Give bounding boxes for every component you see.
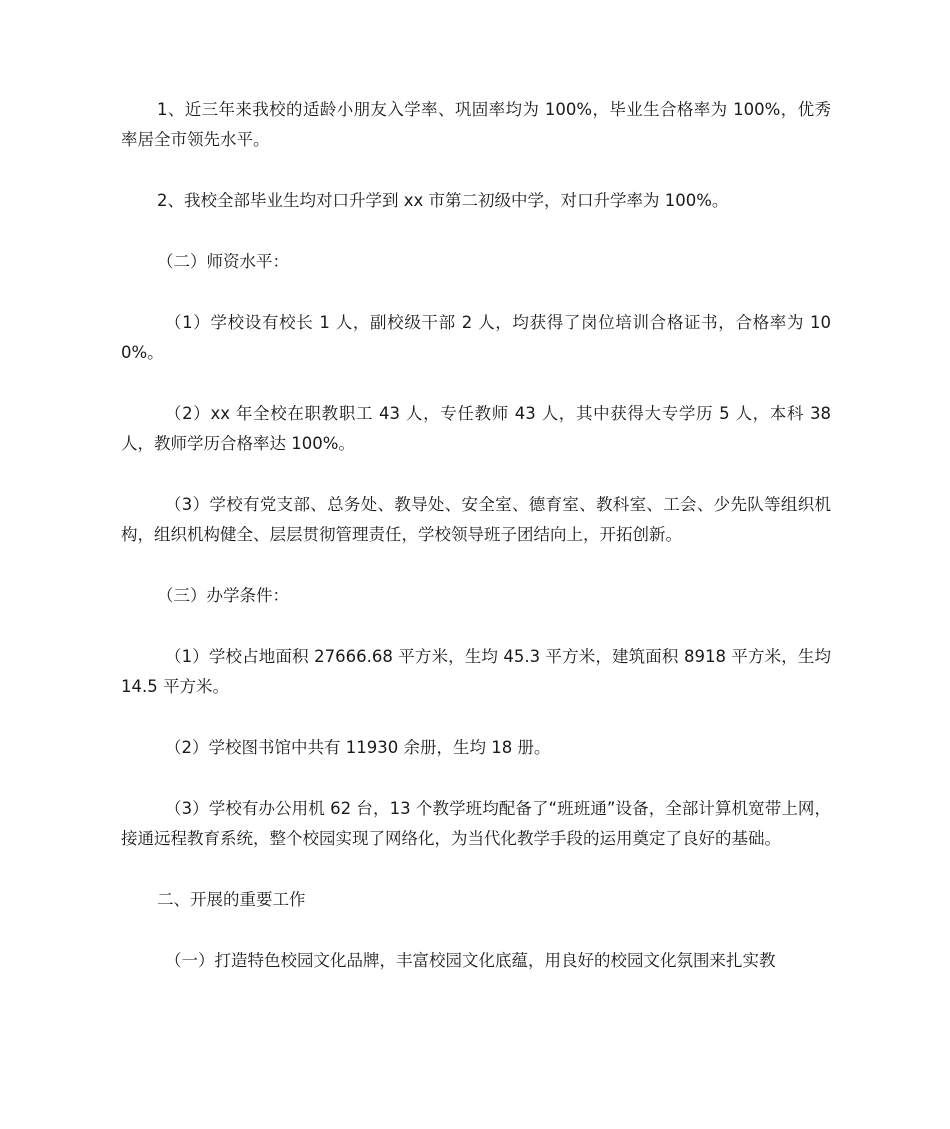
paragraph-library: （2）学校图书馆中共有 11930 余册，生均 18 册。 bbox=[165, 738, 551, 757]
section-heading-main-work: 二、开展的重要工作 bbox=[157, 890, 306, 909]
paragraph-organization: （3）学校有党支部、总务处、教导处、安全室、德育室、教科室、工会、少先队等组织机构，组织机构健全、层层贯彻管理责任，学校领导班子团结向上，开拓创新。 bbox=[121, 495, 831, 544]
document-page bbox=[121, 95, 831, 1007]
paragraph-enrollment-rate: 1、近三年来我校的适龄小朋友入学率、巩固率均为 100%，毕业生合格率为 100%，优秀率居全市领先水平。 bbox=[121, 100, 831, 149]
paragraph-campus-area: （1）学校占地面积 27666.68 平方米，生均 45.3 平方米，建筑面积 8918 平方米，生均 14.5 平方米。 bbox=[121, 647, 831, 696]
section-heading-teaching-staff: （二）师资水平： bbox=[157, 252, 289, 271]
paragraph-campus-culture: （一）打造特色校园文化品牌，丰富校园文化底蕴，用良好的校园文化氛围来扎实教 bbox=[165, 951, 776, 970]
paragraph-graduate-promotion: 2、我校全部毕业生均对口升学到 xx 市第二初级中学，对口升学率为 100%。 bbox=[157, 191, 729, 210]
section-heading-school-conditions: （三）办学条件： bbox=[157, 586, 289, 605]
paragraph-principal: （1）学校设有校长 1 人，副校级干部 2 人，均获得了岗位培训合格证书，合格率为 100%。 bbox=[121, 313, 831, 362]
paragraph-computers: （3）学校有办公用机 62 台，13 个教学班均配备了“班班通”设备，全部计算机宽带上网，接通远程教育系统，整个校园实现了网络化，为当代化教学手段的运用奠定了良好的基础。 bbox=[121, 799, 831, 848]
paragraph-staff-count: （2）xx 年全校在职教职工 43 人，专任教师 43 人，其中获得大专学历 5 人，本科 38 人，教师学历合格率达 100%。 bbox=[121, 404, 831, 453]
